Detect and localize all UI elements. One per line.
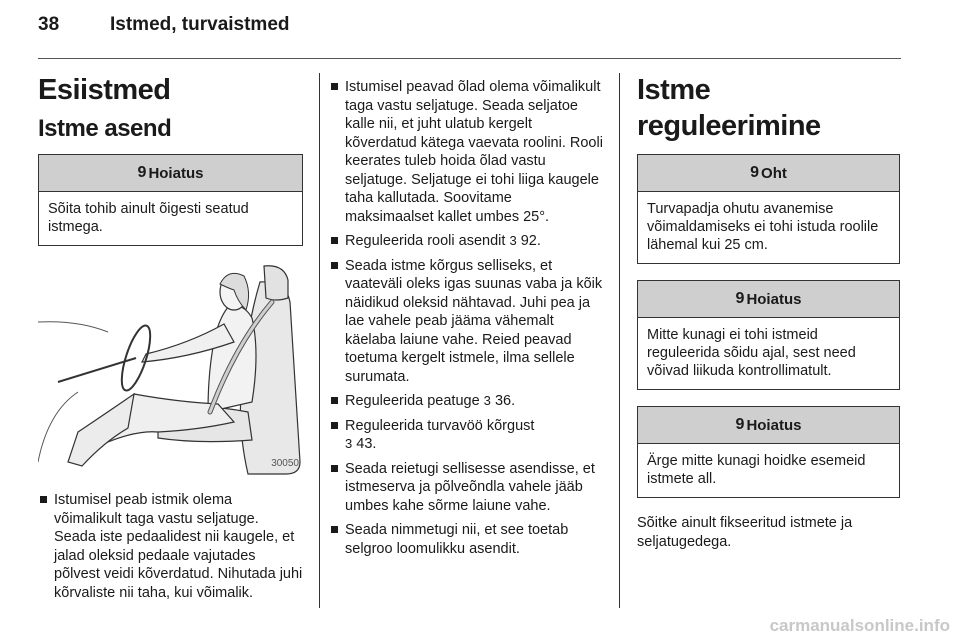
warning-triangle-icon: 9 xyxy=(735,290,745,307)
figure-code: 30050 xyxy=(271,458,299,469)
warning-header xyxy=(39,155,302,192)
list-item: Istumisel peab istmik olema võimalikult taga vastu seljatuge. Seada iste pedaalidest nii kaugele, et jalad oleksid pedaale vajutades põlvest veidi kõverdatud. Nihutada juhi kõrvaliste nii taha, kui võimalik. xyxy=(38,491,303,602)
page-ref-arrow-icon: 3 xyxy=(509,233,517,248)
bullet-list xyxy=(38,491,303,602)
page-ref-arrow-icon: 3 xyxy=(483,393,491,408)
warning-triangle-icon: 9 xyxy=(750,164,760,181)
page-number: 38 xyxy=(38,14,60,35)
warning-triangle-icon: 9 xyxy=(137,164,147,181)
chapter-title: Istmed, turvaistmed xyxy=(110,14,290,35)
page-ref[interactable]: 92. xyxy=(520,233,541,249)
warning-header xyxy=(638,155,899,192)
column-divider-1 xyxy=(319,73,320,608)
page-ref[interactable]: 43. xyxy=(356,436,377,452)
list-item: Seada nimmetugi nii, et see toetab selgroo loomulikku asendit. xyxy=(329,521,604,558)
warning-text: Sõita tohib ainult õigesti seatud istmega. xyxy=(48,201,249,235)
warning-box xyxy=(637,280,900,390)
warning-title: Hoiatus xyxy=(746,416,802,434)
warning-text: Ärge mitte kunagi hoidke esemeid istmete all. xyxy=(647,453,866,487)
list-item: Reguleerida rooli asendit 3 92. xyxy=(329,232,604,251)
subsection-title: Istme asend xyxy=(38,115,172,142)
body-paragraph: Sõitke ainult fikseeritud istmete ja seljatugedega. xyxy=(637,515,853,550)
list-item: Reguleerida turvavöö kõrgust 3 43. xyxy=(329,417,604,454)
column-divider-2 xyxy=(619,73,620,608)
page-ref-arrow-icon: 3 xyxy=(345,436,353,451)
warning-text: Turvapadja ohutu avanemise võimaldamiseks ei tohi istuda roolile lähemal kui 25 cm. xyxy=(647,201,879,253)
list-item: Seada istme kõrgus selliseks, et vaateväli oleks igas suunas vaba ja kõik näidikud oleksid nähtavad. Juhi pea ja lae vahele peab jääma vähemalt käelaba laiune vahe. Reied peavad toetuma kergelt istmele, ilma sellele surumata. xyxy=(329,257,604,387)
danger-box xyxy=(637,154,900,264)
column-2 xyxy=(329,78,604,564)
section-title: Esiistmed xyxy=(38,74,171,106)
warning-title: Hoiatus xyxy=(148,164,204,182)
warning-box xyxy=(38,154,303,246)
page-ref[interactable]: 36. xyxy=(494,393,516,409)
column-1 xyxy=(38,72,303,608)
list-item: Reguleerida peatuge 3 36. xyxy=(329,392,604,411)
warning-title: Oht xyxy=(761,164,787,182)
warning-header xyxy=(638,407,899,444)
warning-text: Mitte kunagi ei tohi istmeid reguleerida sõidu ajal, sest need võivad liikuda kontrollimatult. xyxy=(647,327,856,379)
bullet-list xyxy=(329,78,604,558)
column-3 xyxy=(637,72,900,551)
list-item: Istumisel peavad õlad olema võimalikult taga vastu seljatuge. Seada seljatoe kalle nii, et juht ulatub kergelt kõverdatud kätega vaevata roolini. Rooli keerates tuleb hoida õlad vastu seljatuge. Seljatuge ei tohi liiga kaugele taha kallutada. Soovitame maksimaalset kallet umbes 25°. xyxy=(329,78,604,226)
warning-header xyxy=(638,281,899,318)
warning-title: Hoiatus xyxy=(746,290,802,308)
warning-triangle-icon: 9 xyxy=(735,416,745,433)
seat-position-illustration xyxy=(38,262,303,477)
header-rule xyxy=(38,58,901,59)
section-title: Istme reguleerimine xyxy=(637,74,821,142)
watermark: carmanualsonline.info xyxy=(769,616,950,635)
warning-box xyxy=(637,406,900,498)
list-item: Seada reietugi sellisesse asendisse, et istmeserva ja põlveõndla vahele jääb umbes kahe sõrme laiune vahe. xyxy=(329,460,604,516)
